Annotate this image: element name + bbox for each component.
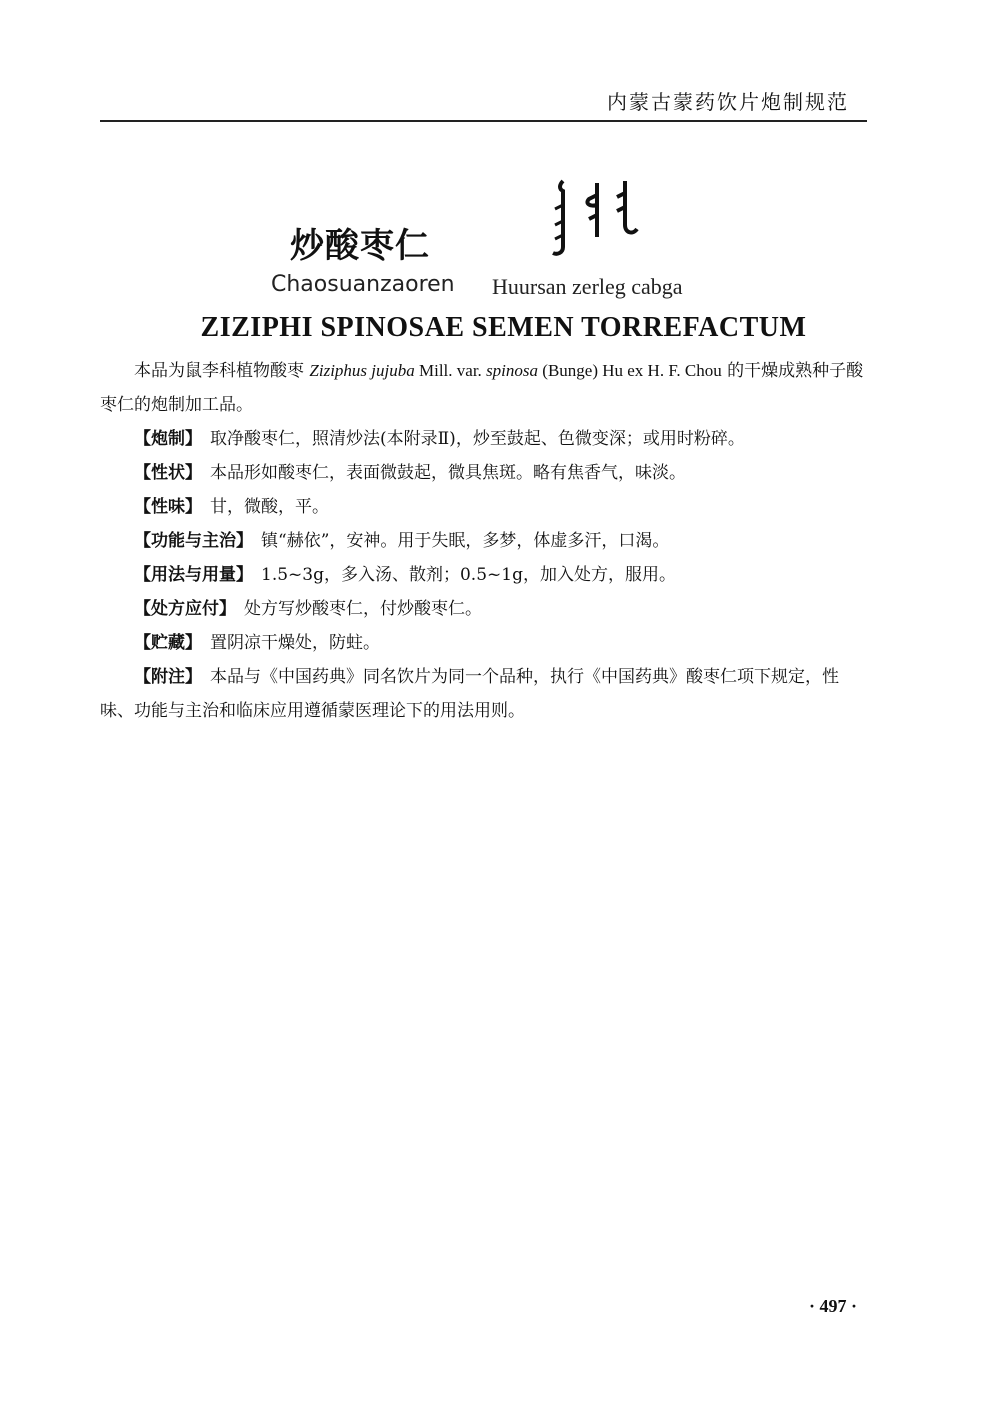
section-text: 本品形如酸枣仁，表面微鼓起，微具焦斑。略有焦香气，味淡。: [210, 463, 686, 483]
running-header-title: 内蒙古蒙药饮片炮制规范: [607, 90, 849, 114]
intro-prefix: 本品为鼠李科植物酸枣: [134, 361, 310, 381]
section-label: 【贮藏】: [134, 633, 202, 653]
section-label: 【性状】: [134, 463, 202, 483]
section-text: 处方写炒酸枣仁，付炒酸枣仁。: [244, 599, 482, 619]
herb-latin-name: ZIZIPHI SPINOSAE SEMEN TORREFACTUM: [200, 312, 807, 343]
section-label: 【性味】: [134, 497, 202, 517]
herb-chinese-name: 炒酸枣仁: [290, 226, 430, 266]
section-functions: [100, 524, 870, 558]
section-taste: [100, 490, 870, 524]
section-label: 【功能与主治】: [134, 531, 253, 551]
section-text: 取净酸枣仁，照清炒法(本附录Ⅱ)，炒至鼓起、色微变深；或用时粉碎。: [210, 429, 745, 449]
section-properties: [100, 456, 870, 490]
section-text: 镇“赫依”，安神。用于失眠，多梦，体虚多汗，口渴。: [261, 531, 670, 551]
page-number: · 497 ·: [808, 1296, 857, 1316]
section-processing: [100, 422, 870, 456]
intro-variety: spinosa: [486, 361, 539, 380]
header-rule: [100, 120, 867, 122]
section-notes: [100, 660, 870, 728]
section-text: 甘，微酸，平。: [210, 497, 329, 517]
section-storage: [100, 626, 870, 660]
section-label: 【用法与用量】: [134, 565, 253, 585]
intro-authority: (Bunge) Hu ex H. F. Chou: [538, 361, 722, 380]
monograph-body: [100, 354, 870, 728]
section-text: 本品与《中国药典》同名饮片为同一个品种，执行《中国药典》酸枣仁项下规定，性味、功能与主治和临床应用遵循蒙医理论下的用法用则。: [100, 667, 839, 721]
section-label: 【炮制】: [134, 429, 202, 449]
section-prescription: [100, 592, 870, 626]
intro-paragraph: [100, 354, 870, 422]
intro-species: Ziziphus jujuba: [309, 361, 415, 380]
section-text: 1.5~3g，多入汤、散剂；0.5~1g，加入处方，服用。: [261, 565, 676, 585]
intro-mill-var: Mill. var.: [414, 361, 487, 380]
section-label: 【处方应付】: [134, 599, 236, 619]
section-dosage: [100, 558, 870, 592]
herb-pinyin: Chaosuanzaoren: [271, 272, 455, 297]
mongolian-script-name: [545, 175, 645, 265]
herb-mongolian-latin: Huursan zerleg cabga: [492, 274, 683, 299]
section-text: 置阴凉干燥处，防蛀。: [210, 633, 380, 653]
intro-suffix: 的干燥成熟种子酸枣仁的炮制加工品。: [100, 361, 864, 415]
section-label: 【附注】: [134, 667, 202, 687]
